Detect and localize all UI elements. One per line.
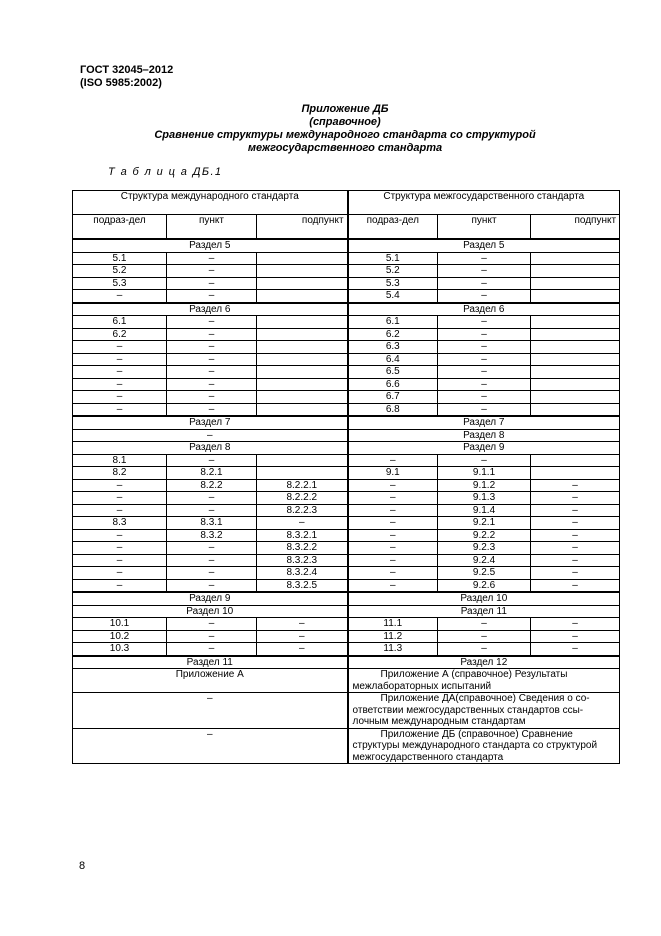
table-cell: 8.3.2: [167, 529, 257, 542]
table-cell: 6.1: [73, 316, 167, 329]
table-cell: [257, 366, 348, 379]
section-label-international: Раздел 10: [73, 605, 348, 618]
table-cell: 6.2: [348, 328, 438, 341]
table-cell: –: [167, 265, 257, 278]
table-cell: –: [438, 290, 531, 303]
table-cell: 9.1.4: [438, 504, 531, 517]
table-cell: –: [73, 366, 167, 379]
table-cell: 8.2.2.3: [257, 504, 348, 517]
subheader-subclause: подпункт: [257, 215, 348, 240]
table-cell: [257, 454, 348, 467]
table-cell: –: [348, 554, 438, 567]
table-cell: 9.1.2: [438, 479, 531, 492]
table-cell: –: [167, 252, 257, 265]
table-cell: 5.2: [348, 265, 438, 278]
table-row: [73, 290, 620, 303]
table-cell: 9.2.5: [438, 567, 531, 580]
section-row: [73, 416, 620, 429]
table-row: [73, 504, 620, 517]
table-cell: [531, 454, 620, 467]
table-cell: [257, 328, 348, 341]
table-cell: –: [438, 341, 531, 354]
table-cell: –: [438, 403, 531, 416]
table-cell: –: [167, 504, 257, 517]
table-cell: 8.2.2: [167, 479, 257, 492]
appendix-interstate: [348, 693, 620, 729]
table-cell: 9.1: [348, 467, 438, 480]
table-cell: [257, 391, 348, 404]
table-cell: –: [167, 554, 257, 567]
appendix-interstate-line: Приложение ДБ (справочное) Сравнение: [380, 728, 573, 740]
table-cell: 8.3.2.5: [257, 579, 348, 592]
table-cell: 11.3: [348, 643, 438, 656]
table-cell: –: [167, 567, 257, 580]
table-cell: 9.1.1: [438, 467, 531, 480]
appendix-interstate-line: структуры международного стандарта со структурой: [352, 740, 598, 751]
table-cell: –: [73, 290, 167, 303]
table-cell: [257, 316, 348, 329]
table-cell: [531, 467, 620, 480]
table-cell: –: [167, 277, 257, 290]
appendix-interstate: [348, 728, 620, 764]
table-cell: –: [348, 542, 438, 555]
table-cell: 9.1.3: [438, 492, 531, 505]
table-cell: –: [438, 366, 531, 379]
section-label-interstate: Раздел 12: [348, 656, 620, 669]
table-row: [73, 378, 620, 391]
table-cell: –: [167, 378, 257, 391]
table-cell: 5.3: [73, 277, 167, 290]
table-row: [73, 454, 620, 467]
section-row: [73, 656, 620, 669]
table-cell: [531, 277, 620, 290]
table-cell: –: [438, 328, 531, 341]
table-cell: –: [438, 277, 531, 290]
table-row: [73, 265, 620, 278]
section-label-international: Раздел 11: [73, 656, 348, 669]
subheader-clause: пункт: [167, 215, 257, 240]
table-cell: 6.8: [348, 403, 438, 416]
appendix-row: [73, 693, 620, 729]
appendix-interstate-line: Приложение А (справочное) Результаты: [380, 669, 568, 680]
table-cell: 8.2.1: [167, 467, 257, 480]
table-cell: 10.1: [73, 618, 167, 631]
table-cell: 6.1: [348, 316, 438, 329]
comparison-table: [72, 190, 620, 764]
table-cell: 5.1: [348, 252, 438, 265]
table-row: [73, 328, 620, 341]
table-row: [73, 529, 620, 542]
appendix-interstate-line: межгосударственного стандарта: [352, 751, 504, 763]
table-cell: [257, 252, 348, 265]
table-cell: –: [167, 618, 257, 631]
table-cell: –: [167, 341, 257, 354]
appendix-subtitle-1: Сравнение структуры международного стандарта со структурой: [154, 129, 536, 141]
header-interstate-structure: Структура межгосударственного стандарта: [348, 191, 620, 215]
section-row: [73, 605, 620, 618]
table-cell: 11.1: [348, 618, 438, 631]
table-row: [73, 366, 620, 379]
table-cell: –: [73, 504, 167, 517]
table-cell: 6.3: [348, 341, 438, 354]
table-cell: –: [348, 579, 438, 592]
section-label-international: Раздел 6: [73, 303, 348, 316]
table-cell: –: [167, 454, 257, 467]
table-cell: [257, 277, 348, 290]
table-cell: –: [167, 353, 257, 366]
table-cell: [257, 290, 348, 303]
table-cell: –: [438, 252, 531, 265]
table-cell: –: [438, 353, 531, 366]
table-cell: [531, 378, 620, 391]
appendix-row: [73, 669, 620, 693]
table-cell: –: [73, 554, 167, 567]
table-cell: –: [167, 316, 257, 329]
table-cell: 8.3.1: [167, 517, 257, 530]
table-cell: –: [348, 517, 438, 530]
table-cell: [257, 265, 348, 278]
table-cell: 5.3: [348, 277, 438, 290]
table-cell: [257, 467, 348, 480]
table-row: [73, 391, 620, 404]
table-cell: 8.3: [73, 517, 167, 530]
table-cell: –: [257, 630, 348, 643]
table-cell: –: [73, 353, 167, 366]
appendix-interstate-line: межлабораторных испытаний: [352, 680, 492, 692]
table-cell: –: [167, 328, 257, 341]
table-cell: –: [73, 403, 167, 416]
iso-reference: (ISO 5985:2002): [80, 77, 162, 89]
table-cell: –: [167, 630, 257, 643]
table-cell: 5.1: [73, 252, 167, 265]
page-number: 8: [79, 860, 86, 872]
table-cell: –: [167, 403, 257, 416]
table-cell: [531, 403, 620, 416]
table-cell: –: [167, 391, 257, 404]
section-row: [73, 592, 620, 605]
section-label-international: Раздел 8: [73, 442, 348, 455]
section-label-interstate: Раздел 9: [348, 442, 620, 455]
table-cell: –: [73, 567, 167, 580]
table-cell: 9.2.2: [438, 529, 531, 542]
table-cell: –: [531, 618, 620, 631]
table-row: [73, 579, 620, 592]
table-cell: 8.3.2.2: [257, 542, 348, 555]
table-cell: –: [438, 630, 531, 643]
table-row: [73, 252, 620, 265]
table-cell: –: [167, 579, 257, 592]
appendix-subtitle-2: межгосударственного стандарта: [247, 142, 443, 154]
table-row: [73, 467, 620, 480]
table-row: [73, 277, 620, 290]
table-cell: –: [531, 579, 620, 592]
table-body: [73, 239, 620, 764]
table-cell: 9.2.3: [438, 542, 531, 555]
table-cell: [531, 290, 620, 303]
table-cell: –: [73, 579, 167, 592]
table-row: [73, 479, 620, 492]
section-label-interstate: Раздел 10: [348, 592, 620, 605]
table-cell: –: [531, 504, 620, 517]
subheader-subsection: подраз-дел: [73, 215, 167, 240]
table-row: [73, 567, 620, 580]
table-cell: –: [531, 630, 620, 643]
table-row: [73, 554, 620, 567]
appendix-interstate-line: Приложение ДА(справочное) Сведения о со-: [380, 693, 590, 704]
table-cell: [257, 378, 348, 391]
table-row: [73, 517, 620, 530]
table-cell: –: [531, 529, 620, 542]
table-cell: 8.2.2.1: [257, 479, 348, 492]
table-cell: –: [167, 366, 257, 379]
table-row: [73, 316, 620, 329]
table-cell: –: [348, 454, 438, 467]
table-cell: –: [438, 316, 531, 329]
table-cell: [531, 316, 620, 329]
table-cell: –: [438, 618, 531, 631]
table-cell: 9.2.4: [438, 554, 531, 567]
table-cell: –: [167, 492, 257, 505]
table-cell: 8.1: [73, 454, 167, 467]
table-row: [73, 630, 620, 643]
section-label-interstate: Раздел 8: [348, 429, 620, 442]
table-cell: –: [167, 643, 257, 656]
table-cell: –: [438, 391, 531, 404]
table-cell: [257, 341, 348, 354]
table-cell: –: [73, 542, 167, 555]
appendix-international: –: [73, 728, 348, 764]
section-label-international: Раздел 5: [73, 239, 348, 252]
table-cell: 9.2.1: [438, 517, 531, 530]
table-cell: –: [438, 643, 531, 656]
table-caption: Т а б л и ц а ДБ.1: [108, 166, 223, 178]
table-cell: 6.7: [348, 391, 438, 404]
section-row: [73, 429, 620, 442]
subheader-subsection: подраз-дел: [348, 215, 438, 240]
table-cell: –: [531, 643, 620, 656]
table-row: [73, 618, 620, 631]
table-cell: [531, 353, 620, 366]
table-cell: [531, 341, 620, 354]
table-cell: 8.2: [73, 467, 167, 480]
table-cell: 10.2: [73, 630, 167, 643]
table-cell: [531, 391, 620, 404]
table-cell: –: [531, 517, 620, 530]
table-cell: –: [257, 618, 348, 631]
table-cell: –: [73, 391, 167, 404]
table-cell: –: [531, 567, 620, 580]
table-row: [73, 492, 620, 505]
table-cell: 8.3.2.4: [257, 567, 348, 580]
section-label-international: Раздел 7: [73, 416, 348, 429]
table-cell: 6.6: [348, 378, 438, 391]
appendix-interstate-line: ответствии межгосударственных стандартов ссы-: [352, 704, 584, 716]
table-cell: –: [348, 479, 438, 492]
table-cell: 6.4: [348, 353, 438, 366]
appendix-international: –: [73, 693, 348, 729]
table-cell: –: [531, 479, 620, 492]
table-cell: –: [348, 529, 438, 542]
table-cell: –: [438, 454, 531, 467]
table-cell: [531, 265, 620, 278]
table-cell: –: [438, 265, 531, 278]
table-cell: –: [73, 479, 167, 492]
table-cell: –: [531, 542, 620, 555]
table-cell: –: [348, 504, 438, 517]
table-cell: –: [348, 567, 438, 580]
standard-number: ГОСТ 32045–2012: [80, 64, 174, 76]
appendix-international: Приложение А: [73, 669, 348, 693]
table-cell: –: [73, 492, 167, 505]
table-cell: 9.2.6: [438, 579, 531, 592]
header-international-structure: Структура международного стандарта: [73, 191, 348, 215]
table-cell: –: [531, 554, 620, 567]
subheader-subclause: подпункт: [531, 215, 620, 240]
table-cell: [257, 353, 348, 366]
appendix-title: Приложение ДБ: [301, 103, 389, 115]
table-cell: –: [167, 542, 257, 555]
table-cell: –: [167, 290, 257, 303]
table-cell: 6.5: [348, 366, 438, 379]
section-row: [73, 442, 620, 455]
table-cell: –: [73, 378, 167, 391]
table-cell: [531, 328, 620, 341]
section-label-interstate: Раздел 5: [348, 239, 620, 252]
table-cell: 10.3: [73, 643, 167, 656]
section-label-international: Раздел 9: [73, 592, 348, 605]
table-cell: –: [531, 492, 620, 505]
table-cell: [531, 252, 620, 265]
table-cell: 5.4: [348, 290, 438, 303]
section-label-international: –: [73, 429, 348, 442]
table-cell: –: [73, 341, 167, 354]
table-cell: –: [348, 492, 438, 505]
appendix-kind: (справочное): [309, 116, 381, 128]
table-cell: –: [257, 517, 348, 530]
section-label-interstate: Раздел 6: [348, 303, 620, 316]
document-header: [80, 64, 173, 90]
appendix-interstate: [348, 669, 620, 693]
table-cell: 8.2.2.2: [257, 492, 348, 505]
section-label-interstate: Раздел 11: [348, 605, 620, 618]
section-row: [73, 303, 620, 316]
section-row: [73, 239, 620, 252]
table-cell: 6.2: [73, 328, 167, 341]
table-row: [73, 353, 620, 366]
table-cell: 8.3.2.3: [257, 554, 348, 567]
table-cell: –: [257, 643, 348, 656]
table-row: [73, 403, 620, 416]
subheader-clause: пункт: [438, 215, 531, 240]
table-row: [73, 643, 620, 656]
table-cell: [257, 403, 348, 416]
appendix-row: [73, 728, 620, 764]
table-cell: –: [73, 529, 167, 542]
table-row: [73, 341, 620, 354]
appendix-interstate-line: лочным международным стандартам: [352, 716, 526, 727]
table-row: [73, 542, 620, 555]
table-cell: 5.2: [73, 265, 167, 278]
table-cell: –: [438, 378, 531, 391]
section-label-interstate: Раздел 7: [348, 416, 620, 429]
table-cell: [531, 366, 620, 379]
table-cell: 8.3.2.1: [257, 529, 348, 542]
table-cell: 11.2: [348, 630, 438, 643]
